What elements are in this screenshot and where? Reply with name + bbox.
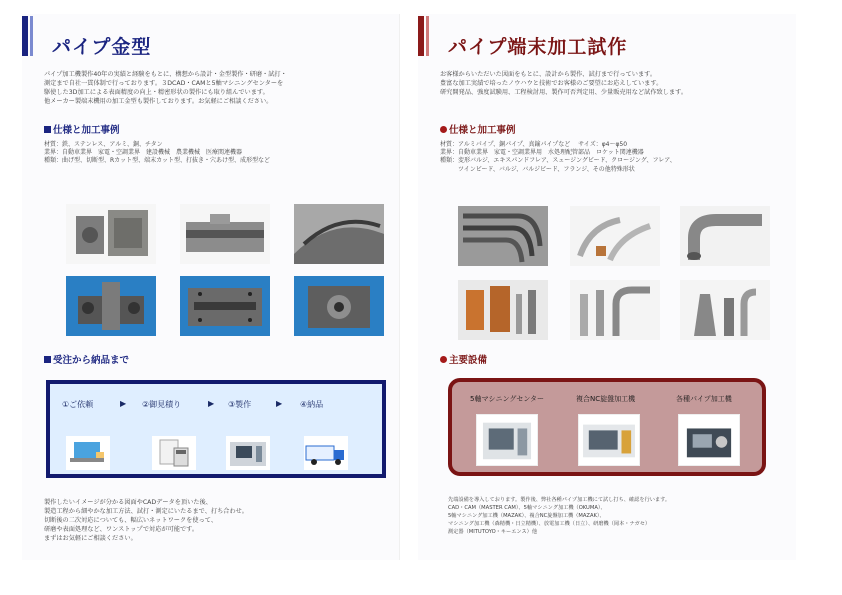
spec-line: 業界：自動車業界 家電・空調業界用 水処理配管部品 ロケット関連機器 [440, 149, 644, 157]
photo-mold-block [66, 204, 156, 264]
photo-plate-die [180, 276, 270, 336]
spec-line: 種類：曲げ型、切断型、Rカット型、端末カット型、打抜き・穴あけ型、成形型など [44, 157, 271, 165]
machining-center-image [476, 414, 538, 466]
closing-text [44, 498, 384, 543]
equipment-list-text [448, 496, 788, 536]
closing-line: 切断後の二次対応についても、幅広いネットワークを使って、 [44, 517, 218, 524]
square-bullet-icon [44, 126, 51, 133]
photo-die-groove [180, 204, 270, 264]
photo-flared-pipes [570, 206, 660, 266]
spec-line: ツインビード、バルジ、バルジビード、フランジ、その他特殊形状 [440, 165, 635, 173]
section-heading-flow: 受注から納品まで [44, 352, 129, 366]
equipment-line: 測定器（MITUTOYO・キーエンス）他 [448, 529, 538, 535]
title-accent-bar [418, 16, 424, 56]
photo-copper-parts [458, 280, 548, 340]
photo-formed-tubes [680, 280, 770, 340]
equipment-box [448, 378, 766, 476]
pipe-machine-image [678, 414, 740, 466]
intro-line: 測定まで自社一貫体制で行っております。３DCAD・CAMと5軸マシニングセンターを [44, 80, 284, 87]
flow-arrow-icon: ▶ [120, 399, 127, 408]
intro-line: お客様からいただいた図面をもとに、設計から製作、試打まで行っています。 [440, 71, 657, 78]
machine-icon [226, 436, 270, 470]
intro-line: 豊富な加工実績で培ったノウハウと技術でお客様のご要望にお応えしています。 [440, 80, 663, 87]
truck-icon [304, 436, 348, 470]
spec-line: 業界：自動車業界 家電・空調業界 建設機械 農業機械 医療関連機器 [44, 149, 243, 157]
order-flow-box [46, 380, 386, 478]
spec-list [44, 141, 394, 166]
circle-bullet-icon [440, 356, 447, 363]
closing-line: まずはお気軽にご相談ください。 [44, 535, 137, 542]
intro-text [44, 70, 389, 106]
spec-line: 種類：変形バルジ、エキスパンドフレア、スェージングビード、クロージング、フレア、 [440, 157, 676, 165]
flow-step-estimate: ②御見積り [142, 400, 182, 409]
calculator-document-icon [152, 436, 196, 470]
flow-step-production: ③製作 [228, 400, 252, 409]
section-heading-specs: 仕様と加工事例 [44, 122, 120, 136]
equipment-line: 先端設備を導入しております。製作後、弊社各種パイプ加工機にて試し打ち、確認を行います。 [448, 497, 671, 503]
title-accent-bar-secondary [426, 16, 429, 56]
flow-step-delivery: ④納品 [300, 400, 324, 409]
photo-stainless-tubes [570, 280, 660, 340]
title-accent-bar [22, 16, 28, 56]
laptop-icon [66, 436, 110, 470]
circle-bullet-icon [440, 126, 447, 133]
left-page [22, 14, 400, 560]
equipment-label: 複合NC旋盤加工機 [576, 395, 636, 403]
intro-line: 他メーカー製端末機用の加工金型も製作しております。お気軽にご相談ください。 [44, 98, 273, 105]
spec-line: 材質：鉄、ステンレス、アルミ、銅、チタン [44, 141, 163, 148]
right-page [418, 14, 796, 560]
intro-line: 研究開発品、強度試験用、工程検討用、製作可否判定用、少量販売用など試作致します。 [440, 89, 688, 96]
flow-step-request: ①ご依頼 [62, 400, 94, 409]
flow-arrow-icon: ▶ [276, 399, 283, 408]
equipment-line: マシニング加工機（森精機・日立精機）、放電加工機（日立）、研磨機（岡本・ナガセ） [448, 521, 651, 527]
section-heading-equipment: 主要設備 [440, 352, 487, 366]
closing-line: 製造工程から細やかな加工方法、試打・測定にいたるまで、打ち合わせ。 [44, 508, 248, 515]
equipment-label: 各種パイプ加工機 [676, 395, 732, 403]
nc-lathe-image [578, 414, 640, 466]
photo-bend-die [294, 204, 384, 264]
photo-bent-pipes [458, 206, 548, 266]
intro-text [440, 70, 785, 97]
equipment-label: 5軸マシニングセンター [470, 395, 545, 403]
page-title: パイプ金型 [52, 36, 152, 58]
square-bullet-icon [44, 356, 51, 363]
page-title: パイプ端末加工試作 [448, 36, 628, 58]
equipment-line: CAD・CAM（MASTER CAM）、5軸マシニング加工機（OKUMA）、 [448, 505, 606, 511]
closing-line: 研磨や表面処理など、ワンストップで対応が可能です。 [44, 526, 199, 533]
spec-list [440, 141, 790, 174]
photo-clamp-die [66, 276, 156, 336]
photo-bent-tube [680, 206, 770, 266]
intro-line: 駆使した3D加工による表面精度の向上・精密形状の製作にも取り組んでいます。 [44, 89, 269, 96]
equipment-line: 5軸マシニング加工機（MAZAK）、複合NC旋盤加工機（MAZAK）、 [448, 513, 605, 519]
intro-line: パイプ加工機製作40年の実績と経験をもとに、構想から設計・金型製作・研磨・試打・ [44, 71, 287, 78]
title-accent-bar-secondary [30, 16, 33, 56]
flow-arrow-icon: ▶ [208, 399, 215, 408]
section-heading-specs: 仕様と加工事例 [440, 122, 516, 136]
photo-punch-die [294, 276, 384, 336]
closing-line: 製作したいイメージが分かる図面やCADデータを頂いた後、 [44, 499, 212, 506]
spec-line: 材質：アルミパイプ、銅パイプ、真鍮パイプなど サイズ：φ4～φ50 [440, 141, 628, 148]
